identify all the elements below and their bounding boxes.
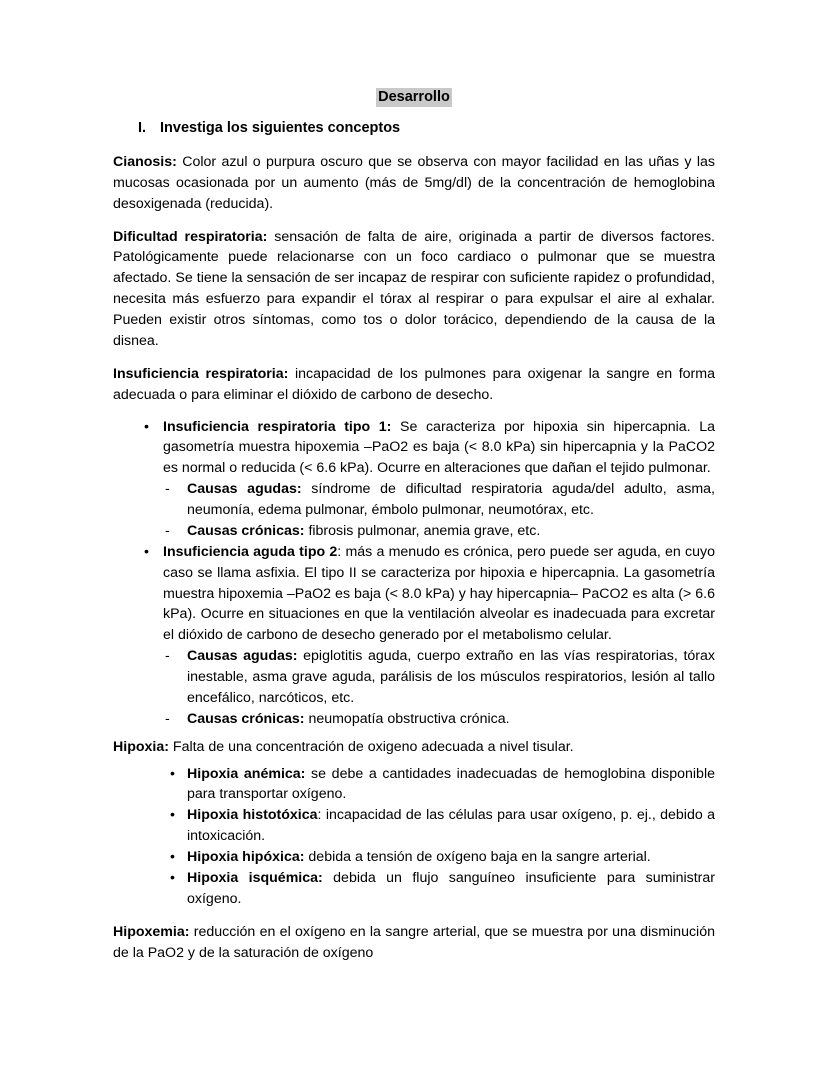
concept-term: Insuficiencia respiratoria tipo 1:	[163, 418, 392, 435]
list-item-tipo-2	[113, 542, 715, 730]
bullet-icon: •	[170, 869, 175, 886]
bullet-icon: •	[170, 765, 175, 782]
list-item-hipoxia-hipoxica	[113, 847, 715, 868]
bullet-icon: •	[170, 849, 175, 866]
tipo-2-causes-list	[163, 646, 715, 730]
tipo-1-causes-list	[163, 479, 715, 542]
hipoxia-types-list	[113, 764, 715, 910]
cause-term: Causas agudas:	[187, 648, 298, 665]
section-heading	[113, 119, 715, 138]
cause-body: síndrome de dificultad respiratoria aguda/del adulto, asma, neumonía, edema pulmonar, émbolo pulmonar, neumotórax, etc.	[187, 481, 715, 519]
cause-body: epiglotitis aguda, cuerpo extraño en las vías respiratorias, tórax inestable, asma grave aguda, parálisis de los músculos respiratorios, lesión al tallo encefálico, narcóticos, etc.	[187, 648, 715, 706]
concept-term: Insuficiencia aguda tipo 2	[163, 543, 338, 560]
spacer	[113, 730, 715, 737]
concept-body: reducción en el oxígeno en la sangre arterial, que se muestra por una disminución de la PaO2 y de la saturación de oxígeno	[113, 923, 715, 961]
concept-body: Se caracteriza por hipoxia sin hipercapnia. La gasometría muestra hipoxemia –PaO2 es baja (< 8.0 kPa) sin hipercapnia y la PaCO2 es normal o reducida (< 6.6 kPa). Ocurre en alteraciones que dañan el tejido pulmonar.	[163, 418, 716, 477]
page-title	[113, 88, 715, 106]
concept-dificultad-respiratoria	[113, 227, 715, 352]
type-body: debida a tensión de oxígeno baja en la sangre arterial.	[304, 849, 651, 866]
concept-term: Dificultad respiratoria:	[113, 228, 268, 245]
type-body: : incapacidad de las células para usar oxígeno, p. ej., debido a intoxicación.	[187, 807, 715, 845]
concept-term: Hipoxia:	[113, 738, 169, 755]
dash-icon: -	[165, 481, 170, 498]
concept-cianosis	[113, 152, 715, 215]
dash-icon: -	[165, 522, 170, 539]
concept-term: Insuficiencia respiratoria:	[113, 365, 289, 382]
page-title-highlight: Desarrollo	[378, 89, 450, 105]
list-item-hipoxia-histotoxica	[113, 805, 715, 847]
section-heading-text: Investiga los siguientes conceptos	[160, 120, 401, 137]
bullet-icon: •	[144, 543, 149, 560]
concept-term: Hipoxemia:	[113, 923, 190, 940]
type-term: Hipoxia histotóxica	[187, 807, 318, 824]
concept-hipoxemia	[113, 922, 715, 964]
list-item-hipoxia-isquemica	[113, 868, 715, 910]
cause-body: fibrosis pulmonar, anemia grave, etc.	[304, 522, 541, 539]
dash-icon: -	[165, 648, 170, 665]
concept-body: Falta de una concentración de oxigeno adecuada a nivel tisular.	[168, 738, 574, 755]
document-content	[113, 88, 715, 975]
section-numeral: I.	[138, 120, 147, 137]
list-item-causas-cronicas	[163, 709, 715, 730]
type-term: Hipoxia hipóxica:	[187, 849, 305, 866]
cause-body: neumopatía obstructiva crónica.	[304, 710, 510, 727]
type-body: debida un flujo sanguíneo insuficiente para suministrar oxígeno.	[187, 869, 715, 907]
cause-term: Causas crónicas:	[187, 710, 305, 727]
concept-term: Cianosis:	[113, 153, 177, 170]
insuficiencia-types-list	[113, 417, 715, 730]
list-item-causas-agudas	[163, 646, 715, 709]
list-item-hipoxia-anemica	[113, 764, 715, 806]
bullet-icon: •	[170, 807, 175, 824]
dash-icon: -	[165, 710, 170, 727]
type-term: Hipoxia anémica:	[187, 765, 306, 782]
type-body: se debe a cantidades inadecuadas de hemoglobina disponible para transportar oxígeno.	[187, 765, 715, 803]
concept-body: incapacidad de los pulmones para oxigenar la sangre en forma adecuada o para eliminar el dióxido de carbono de desecho.	[113, 365, 715, 403]
concept-body: : más a menudo es crónica, pero puede ser aguda, en cuyo caso se llama asfixia. El tipo II se caracteriza por hipoxia e hipercapnia. La gasometría muestra hipoxemia –PaO2 es baja (< 8.0 kPa) y hay hipercapnia– PaCO2 es alta (> 6.6 kPa). Ocurre en situaciones en que la ventilación alveolar es inadecuada para excretar el dióxido de carbono de desecho generado por el metabolismo celular.	[163, 543, 715, 644]
bullet-icon: •	[144, 418, 149, 435]
concept-hipoxia	[113, 737, 715, 758]
cause-term: Causas agudas:	[187, 481, 302, 498]
type-term: Hipoxia isquémica:	[187, 869, 323, 886]
concept-body: sensación de falta de aire, originada a partir de diversos factores. Patológicamente puede relacionarse con un foco cardiaco o pulmonar que se muestra afectado. Se tiene la sensación de ser incapaz de respirar con suficiente rapidez o profundidad, necesita más esfuerzo para expandir el tórax al respirar o para expulsar el aire al exhalar. Pueden existir otros síntomas, como tos o dolor torácico, dependiendo de la causa de la disnea.	[113, 228, 715, 349]
concept-insuficiencia-respiratoria	[113, 364, 715, 406]
cause-term: Causas crónicas:	[187, 522, 305, 539]
list-item-causas-cronicas	[163, 521, 715, 542]
list-item-tipo-1	[113, 417, 715, 542]
concept-body: Color azul o purpura oscuro que se observa con mayor facilidad en las uñas y las mucosas ocasionada por un aumento (más de 5mg/dl) de la concentración de hemoglobina desoxigenada (reducida).	[113, 153, 715, 212]
list-item-causas-agudas	[163, 479, 715, 521]
